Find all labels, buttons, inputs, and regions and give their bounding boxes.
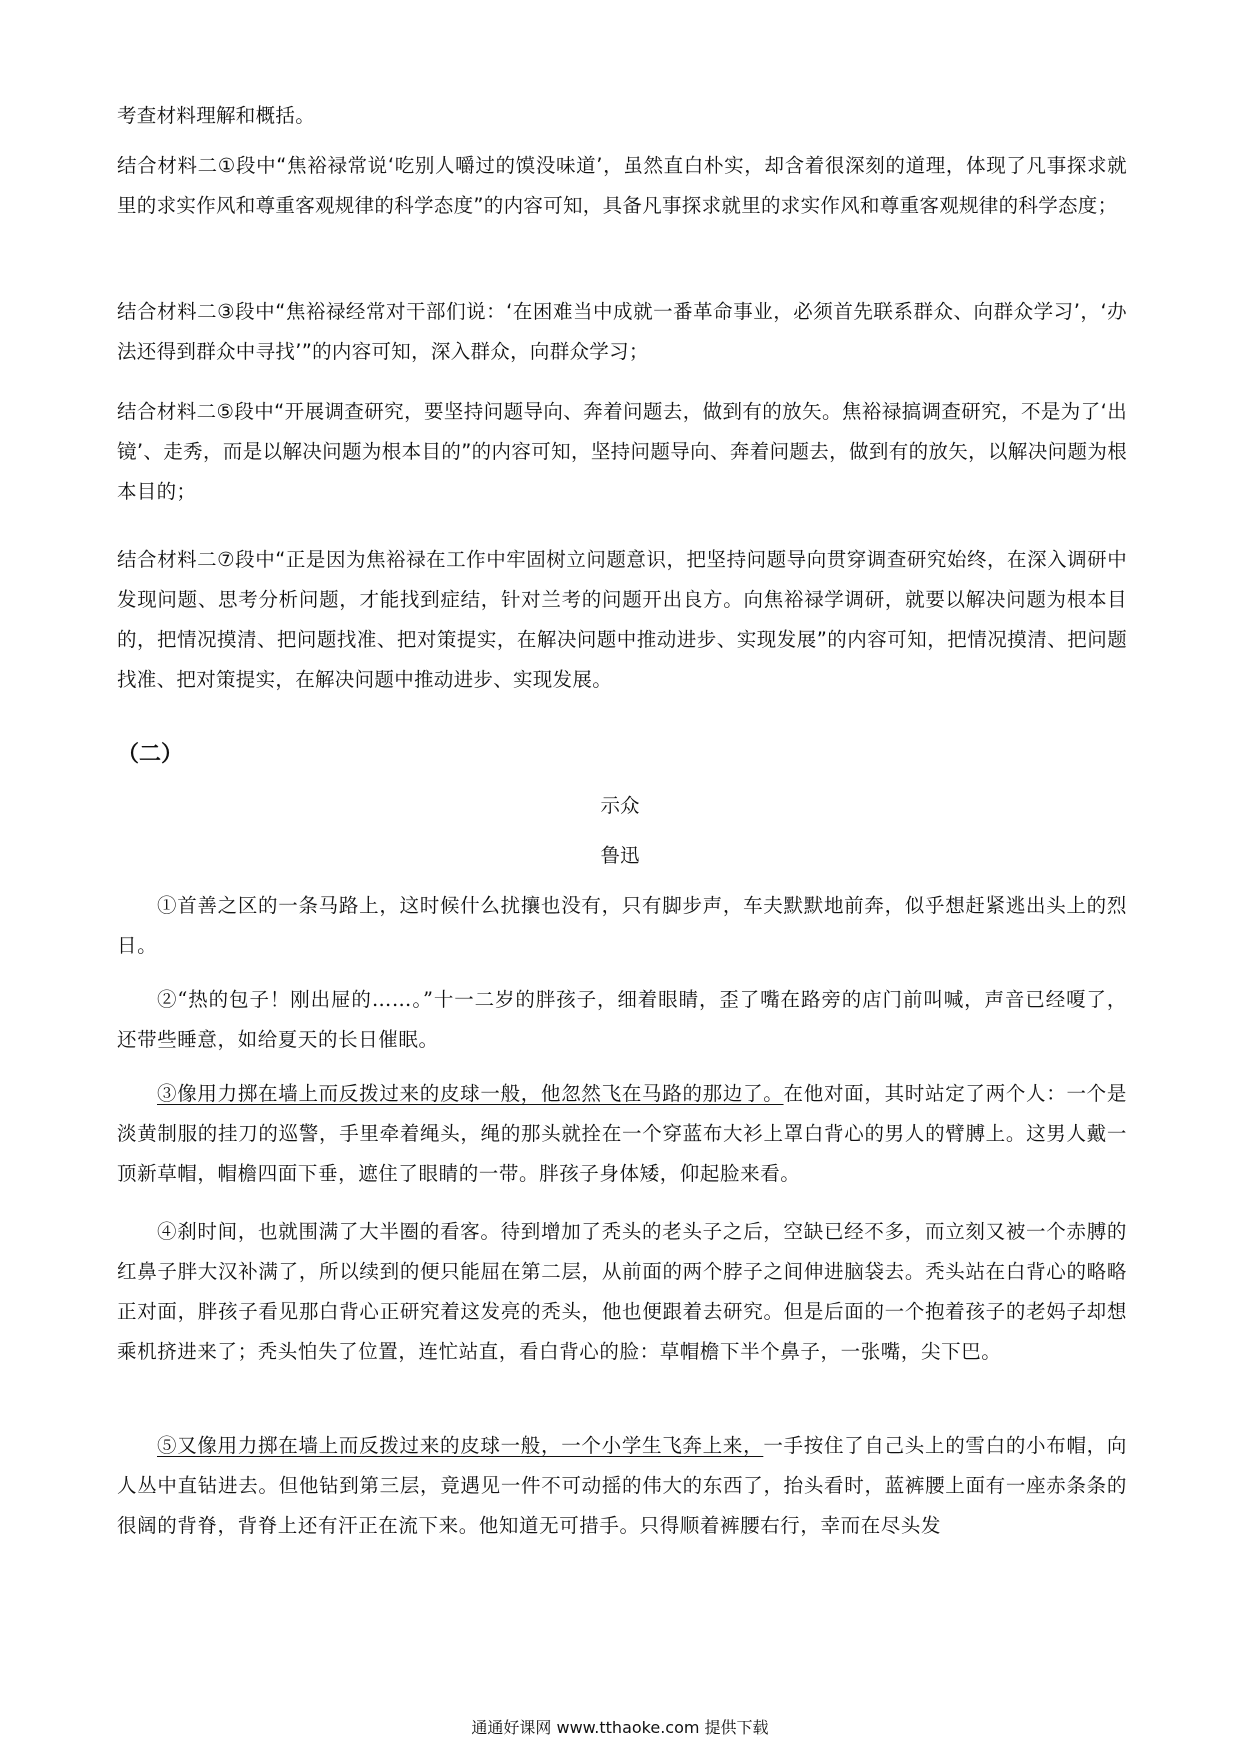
answer-paragraph: 结合材料二③段中“焦裕禄经常对干部们说：‘在困难当中成就一番革命事业，必须首先联系群众、向群众学习’，‘办法还得到群众中寻找’”的内容可知，深入群众，向群众学习； bbox=[117, 300, 1127, 363]
story-title: 示众 bbox=[600, 794, 640, 817]
story-paragraph: ②“热的包子！刚出屉的……。”十一二岁的胖孩子，细着眼睛，歪了嘴在路旁的店门前叫喊，声音已经嗄了，还带些睡意，如给夏天的长日催眠。 bbox=[117, 988, 1127, 1051]
answer-paragraph: 结合材料二①段中“焦裕禄常说‘吃别人嚼过的馍没味道’，虽然直白朴实，却含着很深刻的道理，体现了凡事探求就里的求实作风和尊重客观规律的科学态度”的内容可知，具备凡事探求就里的求实作风和尊重客观规律的科学态度； bbox=[117, 154, 1127, 217]
story-author: 鲁迅 bbox=[600, 844, 640, 867]
story-paragraph bbox=[117, 1074, 1127, 1194]
section-heading: （二） bbox=[117, 742, 184, 767]
page-footer: 通通好课网 www.tthaoke.com 提供下载 bbox=[471, 1718, 769, 1737]
underlined-sentence: ⑤又像用力掷在墙上而反拨过来的皮球一般，一个小学生飞奔上来， bbox=[157, 1434, 764, 1457]
story-paragraph: ①首善之区的一条马路上，这时候什么扰攘也没有，只有脚步声，车夫默默地前奔，似乎想赶紧逃出头上的烈日。 bbox=[117, 894, 1127, 957]
paragraph-text: 一手按住了自己头上的雪白的小布帽，向人丛中直钻进去。但他钻到第三层，竟遇见一件不可动摇的伟大的东西了，抬头看时，蓝裤腰上面有一座赤条条的很阔的背脊，背脊上还有汗正在流下来。他知道无可措手。只得顺着裤腰右行，幸而在尽头发 bbox=[117, 1434, 1127, 1537]
answer-paragraph: 结合材料二⑦段中“正是因为焦裕禄在工作中牢固树立问题意识，把坚持问题导向贯穿调查研究始终，在深入调研中发现问题、思考分析问题，才能找到症结，针对兰考的问题开出良方。向焦裕禄学调研，就要以解决问题为根本目的，把情况摸清、把问题找准、把对策提实，在解决问题中推动进步、实现发展”的内容可知，把情况摸清、把问题找准、把对策提实，在解决问题中推动进步、实现发展。 bbox=[117, 548, 1127, 691]
answer-paragraph: 结合材料二⑤段中“开展调查研究，要坚持问题导向、奔着问题去，做到有的放矢。焦裕禄搞调查研究，不是为了‘出镜’、走秀，而是以解决问题为根本目的”的内容可知，坚持问题导向、奔着问题去，做到有的放矢，以解决问题为根本目的； bbox=[117, 400, 1127, 503]
story-paragraph: ④刹时间，也就围满了大半圈的看客。待到增加了秃头的老头子之后，空缺已经不多，而立刻又被一个赤膊的红鼻子胖大汉补满了，所以续到的便只能屈在第二层，从前面的两个脖子之间伸进脑袋去。秃头站在白背心的略略正对面，胖孩子看见那白背心正研究着这发亮的秃头，他也便跟着去研究。但是后面的一个抱着孩子的老妈子却想乘机挤进来了；秃头怕失了位置，连忙站直，看白背心的脸：草帽檐下半个鼻子，一张嘴，尖下巴。 bbox=[117, 1220, 1127, 1363]
paragraph-text: 在他对面，其时站定了两个人：一个是淡黄制服的挂刀的巡警，手里牵着绳头，绳的那头就拴在一个穿蓝布大衫上罩白背心的男人的臂膊上。这男人戴一顶新草帽，帽檐四面下垂，遮住了眼睛的一带。胖孩子身体矮，仰起脸来看。 bbox=[117, 1082, 1127, 1185]
story-paragraph bbox=[117, 1426, 1127, 1546]
answer-intro: 考查材料理解和概括。 bbox=[117, 104, 316, 127]
underlined-sentence: ③像用力掷在墙上而反拨过来的皮球一般，他忽然飞在马路的那边了。 bbox=[157, 1082, 784, 1105]
